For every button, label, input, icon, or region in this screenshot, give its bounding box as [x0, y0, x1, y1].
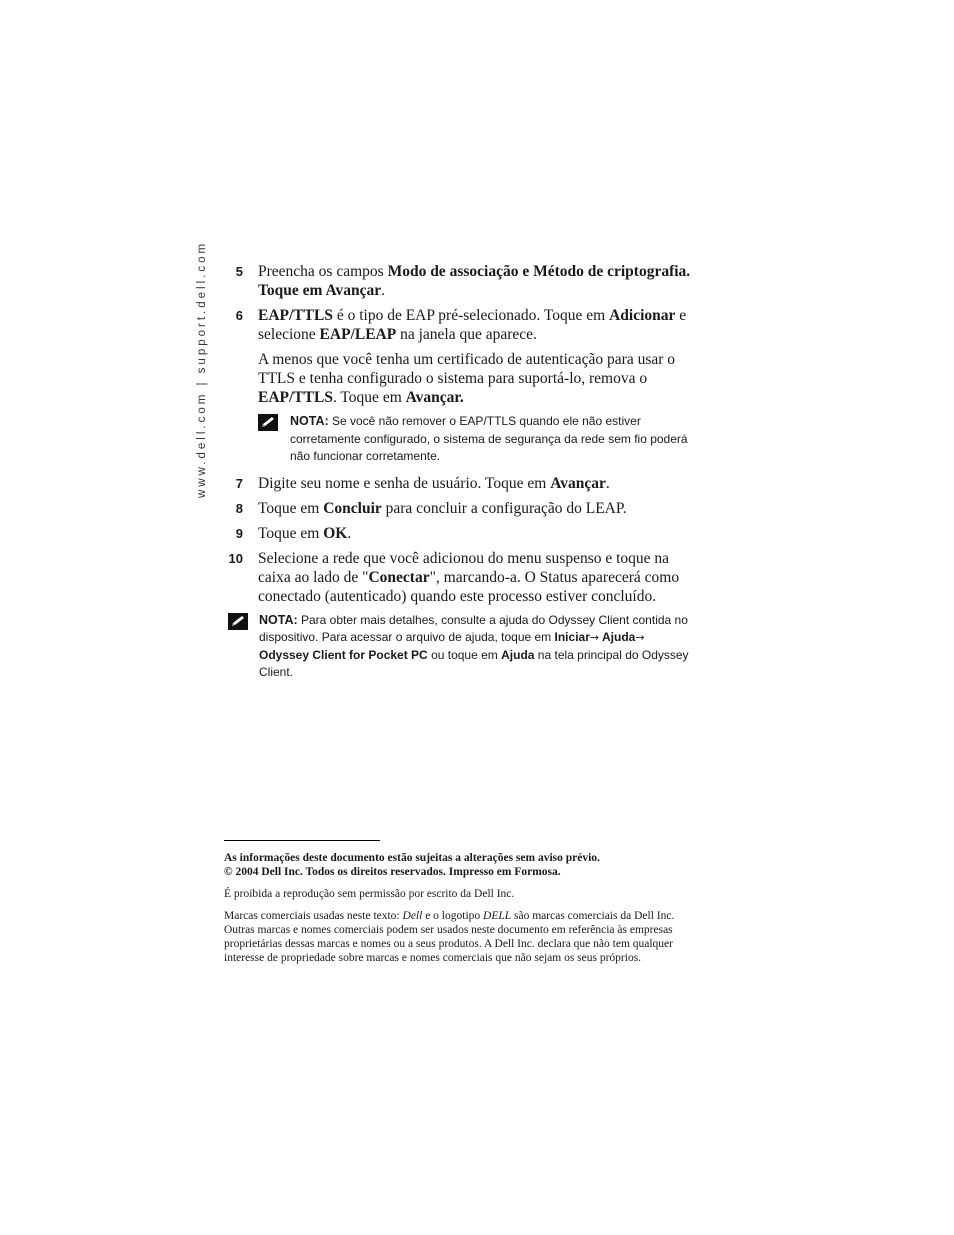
note-label: NOTA: — [259, 612, 298, 627]
footer-notice — [224, 851, 702, 879]
trademark-dell-logo: DELL — [483, 910, 512, 922]
trademarks-text: Marcas comerciais usadas neste texto: — [224, 910, 403, 922]
note-text: na tela principal do Odyssey Client. — [259, 647, 689, 679]
note-text: Para obter mais detalhes, consulte a ajuda do Odyssey Client contida no dispositivo. Para acessar o arquivo de ajuda, toque em — [259, 612, 688, 644]
avancar-label: Avançar — [550, 474, 606, 492]
step-7 — [225, 474, 695, 493]
step-text: ", marcando-a. O Status aparecerá como conectado (autenticado) quando este processo estiver concluído. — [258, 568, 680, 605]
copyright-line: © 2004 Dell Inc. Todos os direitos reservados. Impresso em Formosa. — [224, 866, 561, 878]
pencil-note-icon — [258, 414, 278, 431]
step-text: . — [347, 524, 352, 542]
ok-label: OK — [323, 524, 348, 542]
iniciar-label: Iniciar — [554, 630, 590, 644]
step-text: Preencha os campos — [258, 263, 388, 280]
trademarks-text: e o logotipo — [422, 910, 484, 922]
step-10 — [225, 549, 695, 606]
step-text: Toque em — [258, 499, 324, 517]
step-text: e selecione — [258, 307, 687, 343]
step-number: 8 — [235, 500, 243, 516]
note-text: ou toque em — [427, 647, 502, 662]
step-text: é o tipo de EAP pré-selecionado. Toque em — [332, 307, 610, 324]
step-text: Toque em — [258, 524, 324, 542]
trademark-dell: Dell — [402, 910, 423, 922]
odyssey-client-label: Odyssey Client for Pocket PC — [259, 647, 428, 662]
eap-ttls-label: EAP/TTLS — [258, 307, 333, 324]
paragraph-text: . Toque em — [332, 389, 406, 406]
eap-leap-label: EAP/LEAP — [319, 326, 397, 343]
paragraph-text: A menos que você tenha um certificado de autenticação para usar o TTLS e tenha configurado o sistema para suportá-lo, remova o — [258, 351, 676, 387]
note-eap-ttls — [225, 413, 695, 466]
avancar-label: Avançar. — [405, 389, 464, 406]
eap-ttls-label: EAP/TTLS — [258, 389, 333, 406]
step-8 — [225, 499, 695, 518]
trademarks-notice — [224, 909, 702, 965]
conectar-label: Conectar — [368, 568, 430, 586]
step-number: 9 — [235, 525, 243, 541]
field-names: Modo de associação e Método de criptografia. Toque em Avançar — [258, 263, 691, 299]
step-text: Digite seu nome e senha de usuário. Toque em — [258, 474, 551, 492]
step-number: 7 — [235, 475, 243, 491]
reproduction-notice: É proibida a reprodução sem permissão por escrito da Dell Inc. — [224, 888, 515, 900]
step-number: 5 — [235, 264, 243, 279]
step-6-paragraph — [225, 350, 695, 407]
step-number: 10 — [228, 550, 243, 566]
note-odyssey-help — [225, 612, 695, 682]
arrow-right-icon: → — [635, 631, 645, 644]
step-5 — [225, 262, 695, 300]
step-number: 6 — [235, 308, 243, 323]
concluir-label: Concluir — [323, 499, 382, 517]
sidebar-url: www.dell.com | support.dell.com — [196, 240, 208, 498]
notice-line: As informações deste documento estão sujeitas a alterações sem aviso prévio. — [224, 852, 600, 864]
step-text: na janela que aparece. — [396, 326, 537, 343]
ajuda-label: Ajuda — [599, 630, 636, 644]
step-text: . — [381, 282, 386, 299]
note-text: Se você não remover o EAP/TTLS quando ele não estiver corretamente configurado, o sistema de segurança da rede sem fio poderá não funcionar corretamente. — [290, 414, 688, 463]
trademarks-text: são marcas comerciais da Dell Inc. Outras marcas e nomes comerciais podem ser usados neste documento em referência às empresas proprietárias dessas marcas e nomes ou a seus produtos. A Dell Inc. declara que não tem qualquer interesse de propriedade sobre marcas e nomes comerciais que não sejam os seus próprios. — [224, 910, 675, 964]
note-label: NOTA: — [290, 414, 329, 428]
step-9 — [225, 524, 695, 543]
step-6 — [225, 306, 695, 344]
footer — [224, 840, 702, 973]
step-text: Selecione a rede que você adicionou do menu suspenso e toque na caixa ao lado de " — [258, 549, 670, 586]
footer-rule — [224, 840, 380, 841]
instructions — [225, 262, 695, 690]
adicionar-label: Adicionar — [609, 307, 676, 324]
ajuda-label: Ajuda — [501, 647, 535, 662]
pencil-note-icon — [228, 613, 248, 630]
step-text: para concluir a configuração do LEAP. — [381, 499, 627, 517]
step-text: . — [605, 474, 610, 492]
arrow-right-icon: → — [589, 631, 600, 644]
